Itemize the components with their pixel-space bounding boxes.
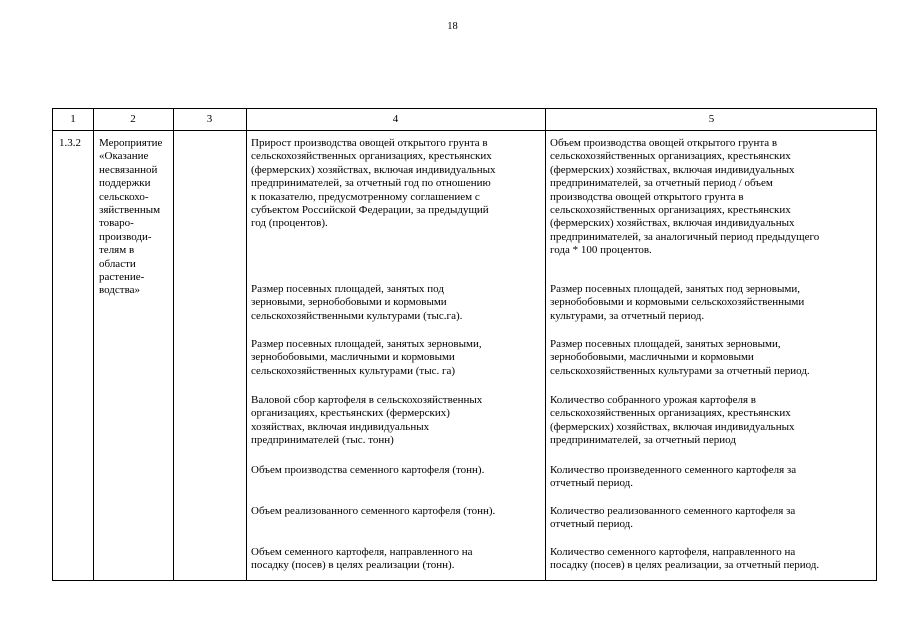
method-item: Количество произведенного семенного картофеля за отчетный период. <box>550 464 797 490</box>
method-item: Количество собранного урожая картофеля в сельскохозяйственных организациях, крестьянских (фермерских) хозяйствах, включая индивидуальных предпринимателей, за отчетный период <box>550 394 795 447</box>
page-number: 18 <box>447 21 458 32</box>
indicator-item: Валовой сбор картофеля в сельскохозяйственных организациях, крестьянских (фермерских) хозяйствах, включая индивидуальных предпринимателей (тыс. тонн) <box>251 394 483 447</box>
header-col-3: 3 <box>206 113 213 125</box>
indicator-item: Прирост производства овощей открытого грунта в сельскохозяйственных организациях, крестьянских (фермерских) хозяйствах, включая индивидуальных предпринимателей, за отчетный год по отношению к показателю, предусмотренному соглашением с субъектом Российской Федерации, за предыдущий год (процентов). <box>251 137 496 230</box>
column-divider <box>545 109 546 580</box>
method-item: Количество реализованного семенного картофеля за отчетный период. <box>550 505 796 531</box>
header-divider <box>53 130 876 131</box>
row-number: 1.3.2 <box>59 137 81 149</box>
indicator-item: Объем семенного картофеля, направленного на посадку (посев) в целях реализации (тонн). <box>251 546 473 572</box>
header-col-2: 2 <box>130 113 136 125</box>
header-col-5: 5 <box>708 113 715 125</box>
indicator-item: Размер посевных площадей, занятых зерновыми, зернобобовыми, масличными и кормовыми сельскохозяйственных культурами (тыс. га) <box>251 338 482 377</box>
indicator-item: Объем реализованного семенного картофеля (тонн). <box>251 505 496 517</box>
method-item: Размер посевных площадей, занятых зерновыми, зернобобовыми, масличными и кормовыми сельскохозяйственных культурами за отчетный период. <box>550 338 810 377</box>
data-table <box>52 108 877 581</box>
header-col-1: 1 <box>70 113 76 125</box>
header-col-4: 4 <box>392 113 399 125</box>
column-divider <box>93 109 94 580</box>
indicator-item: Размер посевных площадей, занятых под зерновыми, зернобобовыми и кормовыми сельскохозяйственными культурами (тыс.га). <box>251 283 463 322</box>
method-item: Объем производства овощей открытого грунта в сельскохозяйственных организациях, крестьянских (фермерских) хозяйствах, включая индивидуальных предпринимателей, за отчетный период / объем производства овощей открытого грунта в сельскохозяйственных организациях, крестьянских (фермерских) хозяйствах, включая индивидуальных предпринимателей, за аналогичный период предыдущего года * 100 процентов. <box>550 137 820 257</box>
method-item: Размер посевных площадей, занятых под зерновыми, зернобобовыми и кормовыми сельскохозяйственными культурами, за отчетный период. <box>550 283 805 322</box>
method-item: Количество семенного картофеля, направленного на посадку (посев) в целях реализации, за отчетный период. <box>550 546 820 572</box>
indicator-item: Объем производства семенного картофеля (тонн). <box>251 464 485 476</box>
column-divider <box>246 109 247 580</box>
measure-name: Мероприятие «Оказание несвязанной поддержки сельскохо- зяйственным товаро- производи- телям в области растение- водства» <box>99 137 163 297</box>
